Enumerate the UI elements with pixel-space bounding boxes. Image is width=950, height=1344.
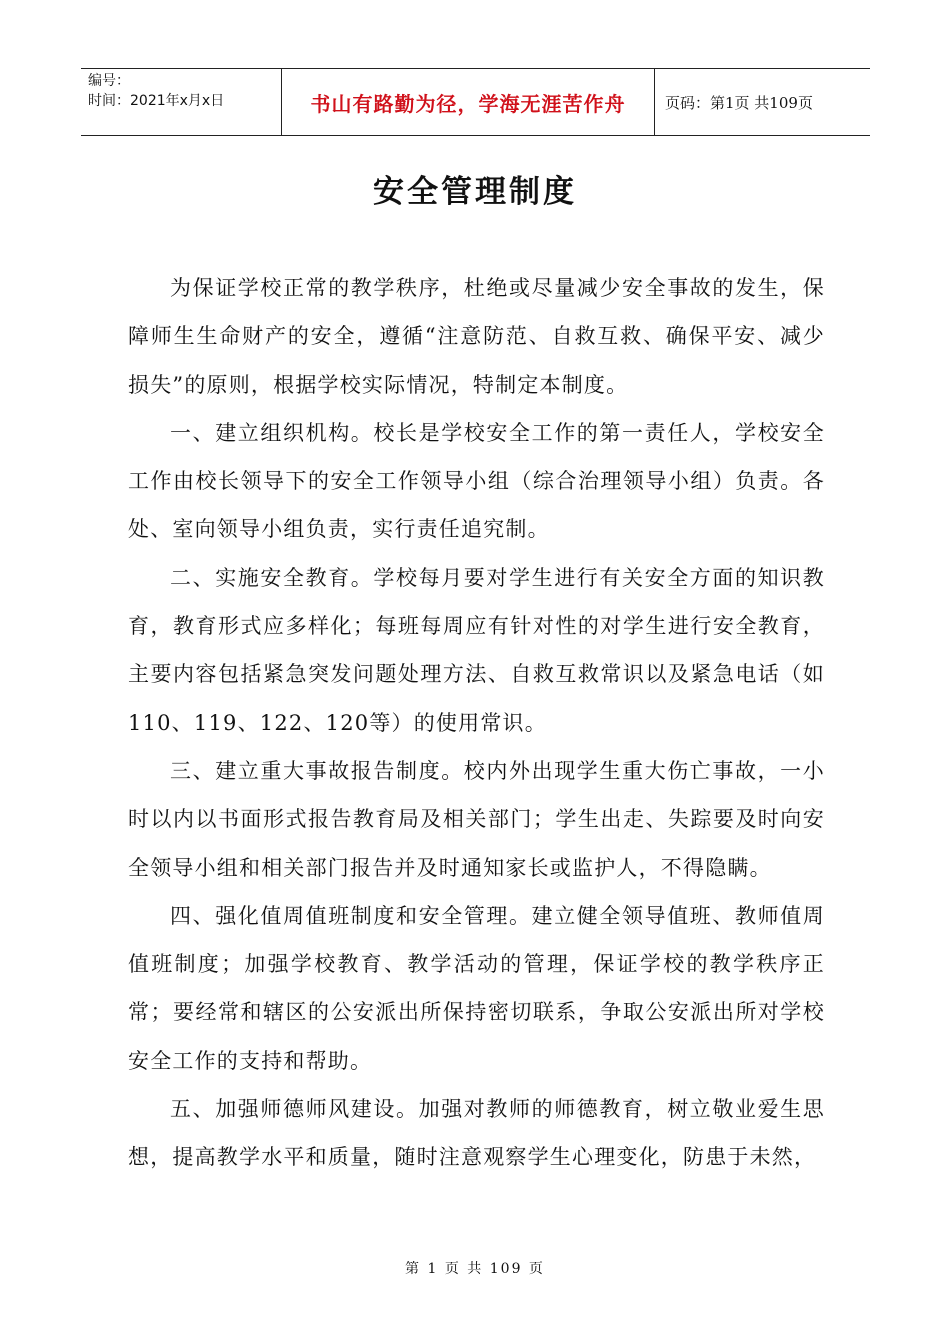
body-paragraph: 一、建立组织机构。校长是学校安全工作的第一责任人，学校安全工作由校长领导下的安全工作领导小组（综合治理领导小组）负责。各处、室向领导小组负责，实行责任追究制。: [128, 420, 825, 542]
document-title: 安全管理制度: [373, 174, 577, 210]
header-motto: 书山有路勤为径，学海无涯苦作舟: [310, 91, 626, 116]
body-paragraph: 三、建立重大事故报告制度。校内外出现学生重大伤亡事故，一小时以内以书面形式报告教育局及相关部门；学生出走、失踪要及时向安全领导小组和相关部门报告并及时通知家长或监护人，不得隐瞒。: [128, 758, 825, 880]
page-footer: 第 1 页 共 109 页: [405, 1261, 545, 1277]
document-body: [128, 264, 825, 1182]
body-paragraph: 二、实施安全教育。学校每月要对学生进行有关安全方面的知识教育，教育形式应多样化；每班每周应有针对性的对学生进行安全教育，主要内容包括紧急突发问题处理方法、自救互救常识以及紧急电话（如110、119、122、120等）的使用常识。: [128, 565, 825, 735]
document-time-label: 时间：2021年x月x日: [88, 93, 225, 109]
body-paragraph: 五、加强师德师风建设。加强对教师的师德教育，树立敬业爱生思想，提高教学水平和质量，随时注意观察学生心理变化，防患于未然，: [128, 1097, 825, 1170]
header-motto-cell: [282, 69, 655, 135]
header-meta-cell: [81, 69, 282, 135]
header-page-cell: [655, 69, 870, 135]
document-number-label: 编号：: [88, 73, 130, 89]
body-paragraph: 四、强化值周值班制度和安全管理。建立健全领导值班、教师值周值班制度；加强学校教育、教学活动的管理，保证学校的教学秩序正常；要经常和辖区的公安派出所保持密切联系，争取公安派出所对学校安全工作的支持和帮助。: [128, 903, 825, 1073]
body-paragraph: 为保证学校正常的教学秩序，杜绝或尽量减少安全事故的发生，保障师生生命财产的安全，遵循“注意防范、自救互救、确保平安、减少损失”的原则，根据学校实际情况，特制定本制度。: [128, 276, 825, 397]
header-page-info: 页码：第1页 共109页: [665, 93, 813, 112]
document-header-table: [81, 68, 870, 136]
